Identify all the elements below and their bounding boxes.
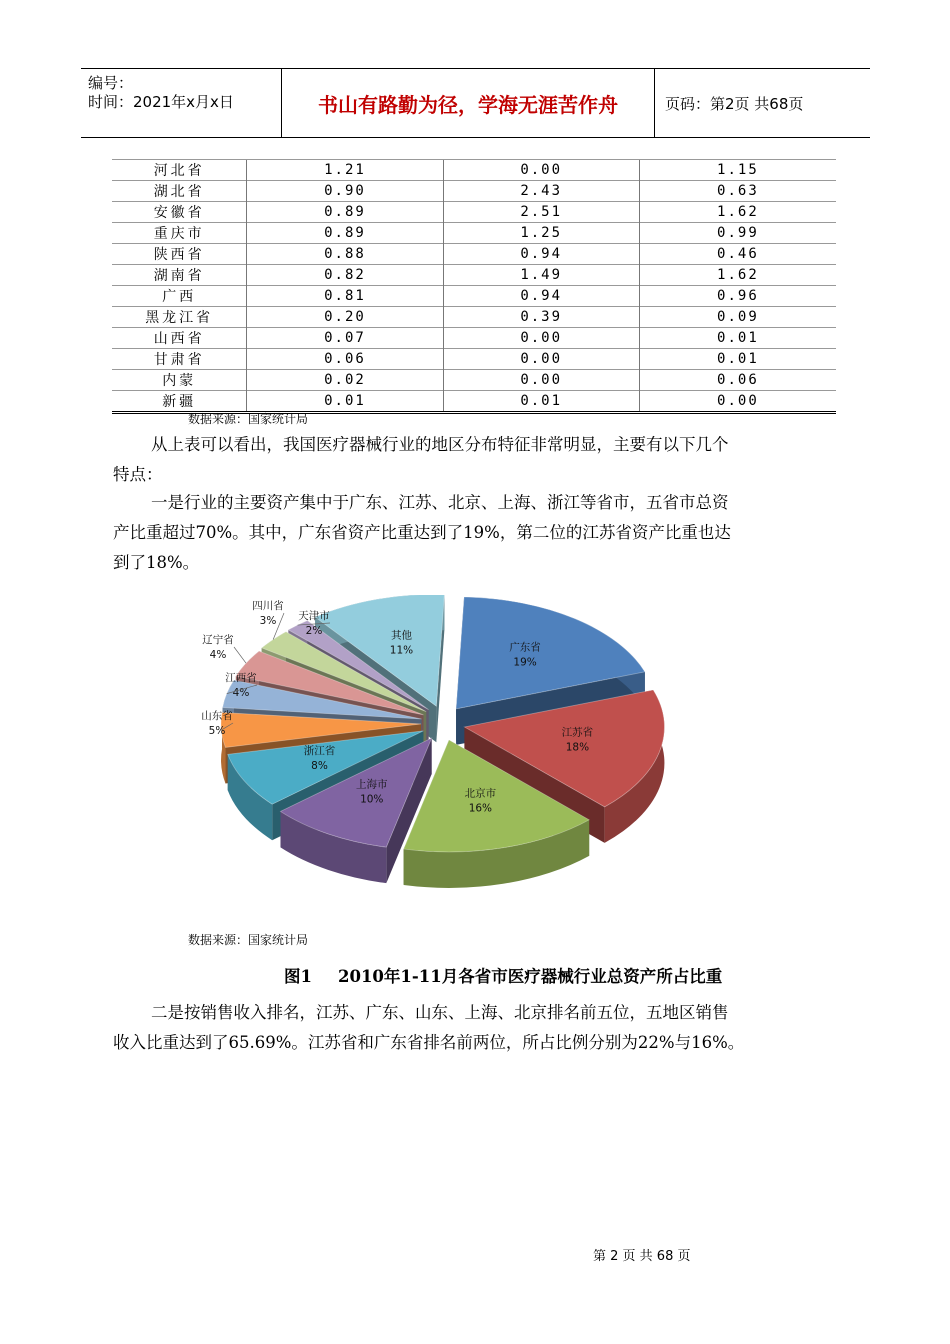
table-row	[112, 265, 836, 286]
pie-label-category: 其他	[390, 629, 412, 642]
page-header	[81, 68, 870, 138]
table-row	[112, 307, 836, 328]
paragraph-2	[113, 488, 825, 578]
value-cell: 0.01	[639, 349, 836, 370]
table-row	[112, 202, 836, 223]
value-cell: 1.49	[443, 265, 639, 286]
paragraph-line: 一是行业的主要资产集中于广东、江苏、北京、上海、浙江等省市，五省市总资	[151, 493, 729, 512]
value-cell: 1.62	[639, 265, 836, 286]
table-row	[112, 223, 836, 244]
region-cell: 山西省	[112, 328, 247, 349]
value-cell: 0.06	[247, 349, 443, 370]
value-cell: 0.46	[639, 244, 836, 265]
value-cell: 0.63	[639, 181, 836, 202]
value-cell: 0.00	[443, 370, 639, 391]
pie-label	[202, 633, 234, 661]
value-cell: 0.96	[639, 286, 836, 307]
paragraph-line: 特点：	[113, 465, 163, 484]
figure-number: 图1	[284, 967, 312, 986]
region-cell: 安徽省	[112, 202, 247, 223]
table-row	[112, 286, 836, 307]
table-row	[112, 370, 836, 391]
region-cell: 甘肃省	[112, 349, 247, 370]
region-cell: 内蒙	[112, 370, 247, 391]
pie-label-category: 山东省	[201, 710, 233, 722]
value-cell: 0.09	[639, 307, 836, 328]
value-cell: 0.01	[247, 391, 443, 413]
value-cell: 0.39	[443, 307, 639, 328]
pie-label-percent: 16%	[468, 802, 493, 815]
figure-caption	[284, 963, 722, 987]
pie-label-percent: 8%	[311, 759, 328, 772]
pie-label-category: 四川省	[252, 600, 284, 612]
pie-label-category: 上海市	[355, 778, 388, 791]
asset-share-pie-chart	[195, 595, 725, 905]
value-cell: 2.43	[443, 181, 639, 202]
value-cell: 0.94	[443, 286, 639, 307]
region-cell: 重庆市	[112, 223, 247, 244]
header-page-cell	[655, 69, 870, 137]
region-cell: 新疆	[112, 391, 247, 413]
value-cell: 1.62	[639, 202, 836, 223]
value-cell: 0.07	[247, 328, 443, 349]
value-cell: 0.01	[639, 328, 836, 349]
pie-label-category: 江苏省	[561, 726, 594, 739]
table-row	[112, 244, 836, 265]
pie-label-percent: 10%	[360, 793, 384, 806]
paragraph-1	[113, 430, 825, 490]
pie-leader-line	[234, 647, 246, 663]
pie-label-category: 天津市	[298, 610, 330, 622]
paragraph-line: 从上表可以看出，我国医疗器械行业的地区分布特征非常明显，主要有以下几个	[151, 435, 729, 454]
value-cell: 0.88	[247, 244, 443, 265]
paragraph-line: 收入比重达到了65.69%。江苏省和广东省排名前两位，所占比例分别为22%与16%。	[113, 1033, 745, 1052]
region-cell: 湖南省	[112, 265, 247, 286]
pie-label-percent: 19%	[513, 656, 537, 669]
pie-label-percent: 3%	[259, 615, 277, 627]
value-cell: 0.82	[247, 265, 443, 286]
region-cell: 陕西省	[112, 244, 247, 265]
figure-title: 2010年1-11月各省市医疗器械行业总资产所占比重	[337, 967, 723, 986]
region-cell: 湖北省	[112, 181, 247, 202]
paragraph-line: 到了18%。	[113, 553, 200, 572]
number-label: 编号：	[88, 74, 134, 92]
province-data-table	[112, 159, 836, 414]
pie-label-category: 广东省	[509, 641, 541, 654]
value-cell: 1.25	[443, 223, 639, 244]
value-cell: 0.06	[639, 370, 836, 391]
time-label: 时间：2021年x月x日	[88, 93, 234, 111]
value-cell: 1.15	[639, 160, 836, 181]
page-info: 页码：第2页 共68页	[665, 94, 804, 113]
table-row	[112, 349, 836, 370]
motto: 书山有路勤为径，学海无涯苦作舟	[318, 92, 618, 117]
value-cell: 0.00	[443, 160, 639, 181]
pie-label-percent: 18%	[565, 741, 590, 754]
table-row	[112, 181, 836, 202]
value-cell: 0.94	[443, 244, 639, 265]
table-row	[112, 328, 836, 349]
value-cell: 1.21	[247, 160, 443, 181]
table-source: 数据来源：国家统计局	[188, 412, 309, 426]
value-cell: 0.90	[247, 181, 443, 202]
value-cell: 0.01	[443, 391, 639, 413]
pie-label-percent: 2%	[305, 625, 323, 637]
pie-label	[252, 599, 284, 627]
region-cell: 黑龙江省	[112, 307, 247, 328]
value-cell: 0.89	[247, 202, 443, 223]
paragraph-line: 产比重超过70%。其中，广东省资产比重达到了19%，第二位的江苏省资产比重也达	[113, 523, 731, 542]
region-cell: 河北省	[112, 160, 247, 181]
pie-label-percent: 4%	[209, 649, 227, 661]
pie-label-category: 江西省	[225, 672, 257, 684]
header-meta-cell	[81, 69, 282, 137]
pie-label-category: 辽宁省	[202, 634, 234, 646]
value-cell: 0.20	[247, 307, 443, 328]
chart-source: 数据来源：国家统计局	[188, 933, 309, 947]
value-cell: 0.02	[247, 370, 443, 391]
page-footer: 第 2 页 共 68 页	[593, 1249, 691, 1264]
pie-label-category: 北京市	[464, 787, 497, 800]
header-motto-cell	[282, 69, 655, 137]
value-cell: 0.00	[443, 349, 639, 370]
pie-label-category: 浙江省	[303, 744, 336, 757]
region-cell: 广西	[112, 286, 247, 307]
pie-label-percent: 4%	[232, 687, 250, 699]
paragraph-line: 二是按销售收入排名，江苏、广东、山东、上海、北京排名前五位，五地区销售	[151, 1003, 729, 1022]
value-cell: 0.00	[443, 328, 639, 349]
value-cell: 0.00	[639, 391, 836, 413]
paragraph-3	[113, 998, 825, 1058]
pie-label-percent: 11%	[389, 644, 414, 657]
value-cell: 0.81	[247, 286, 443, 307]
value-cell: 0.99	[639, 223, 836, 244]
pie-label-percent: 5%	[208, 725, 226, 737]
value-cell: 0.89	[247, 223, 443, 244]
table-row	[112, 160, 836, 181]
value-cell: 2.51	[443, 202, 639, 223]
